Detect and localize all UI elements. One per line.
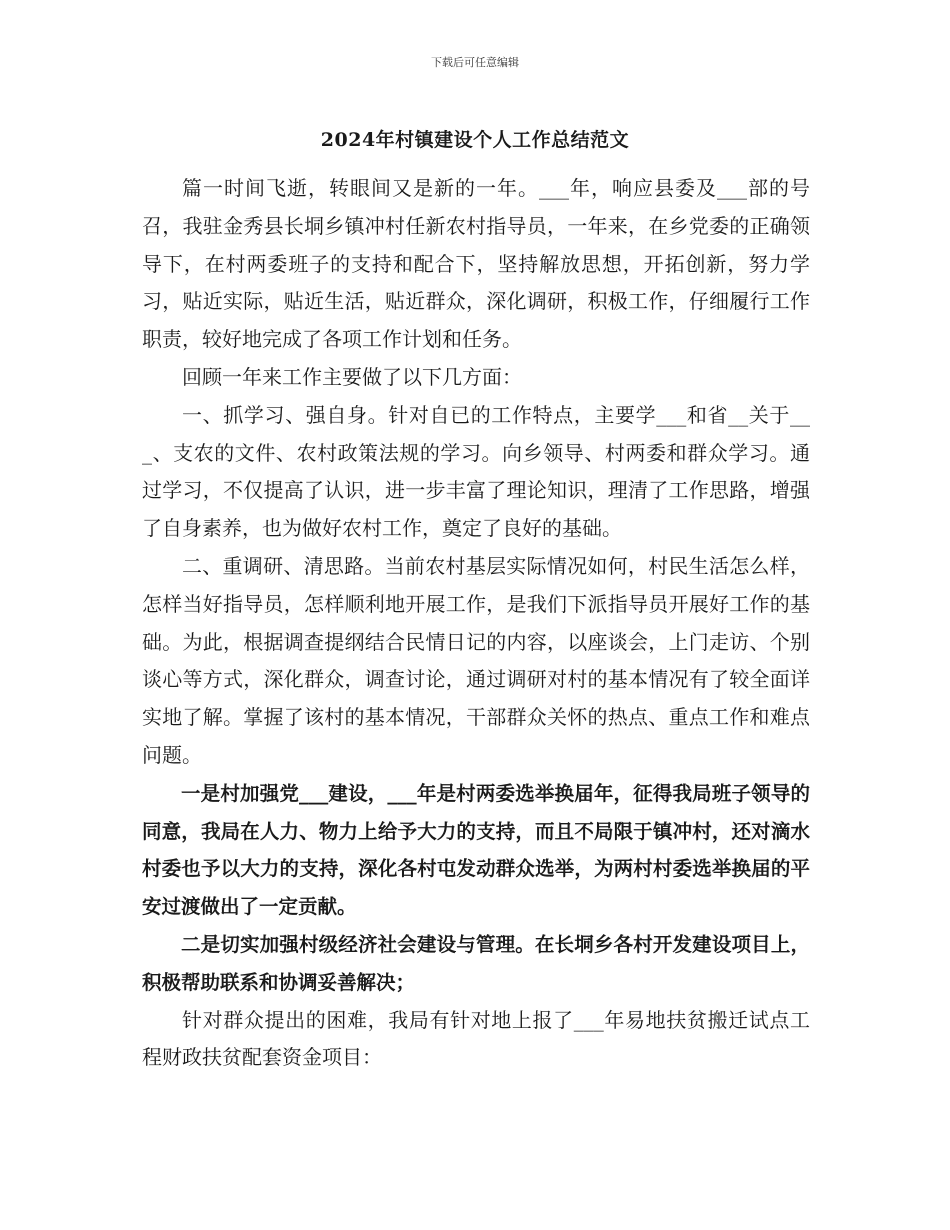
paragraph-section-2: 二、重调研、清思路。当前农村基层实际情况如何，村民生活怎么样，怎样当好指导员，怎样顺利地开展工作，是我们下派指导员开展好工作的基础。为此，根据调查提纲结合民情日记的内容，以座谈会，上门走访、个别谈心等方式，深化群众，调查讨论，通过调研对村的基本情况有了较全面详实地了解。掌握了该村的基本情况，干部群众关怀的热点、重点工作和难点问题。	[142, 553, 810, 767]
paragraph-point-1: 一是村加强党___建设，___年是村两委选举换届年，征得我局班子领导的同意，我局在人力、物力上给予大力的支持，而且不局限于镇冲村，还对滴水村委也予以大力的支持，深化各村屯发动群众选举，为两村村委选举换届的平安过渡做出了一定贡献。	[142, 781, 810, 919]
page-header-note: 下载后可任意编辑	[431, 56, 519, 69]
paragraph-section-1: 一、抓学习、强自身。针对自已的工作特点，主要学___和省__关于___、支农的文件、农村政策法规的学习。向乡领导、村两委和群众学习。通过学习，不仅提高了认识，进一步丰富了理论知识，理清了工作思路，增强了自身素养，也为做好农村工作，奠定了良好的基础。	[142, 402, 810, 541]
paragraph-review: 回顾一年来工作主要做了以下几方面：	[182, 364, 522, 389]
paragraph-point-2: 二是切实加强村级经济社会建设与管理。在长垌乡各村开发建设项目上，积极帮助联系和协调妥善解决；	[142, 932, 810, 994]
paragraph-intro: 篇一时间飞逝，转眼间又是新的一年。___年，响应县委及___部的号召，我驻金秀县长垌乡镇冲村任新农村指导员，一年来，在乡党委的正确领导下，在村两委班子的支持和配合下，坚持解放思想，开拓创新，努力学习，贴近实际，贴近生活，贴近群众，深化调研，积极工作，仔细履行工作职责，较好地完成了各项工作计划和任务。	[142, 176, 810, 352]
document-body	[142, 170, 810, 1077]
document-title: 2024年村镇建设个人工作总结范文	[320, 129, 630, 151]
paragraph-projects: 针对群众提出的困难，我局有针对地上报了___年易地扶贫搬迁试点工程财政扶贫配套资金项目：	[142, 1007, 810, 1070]
